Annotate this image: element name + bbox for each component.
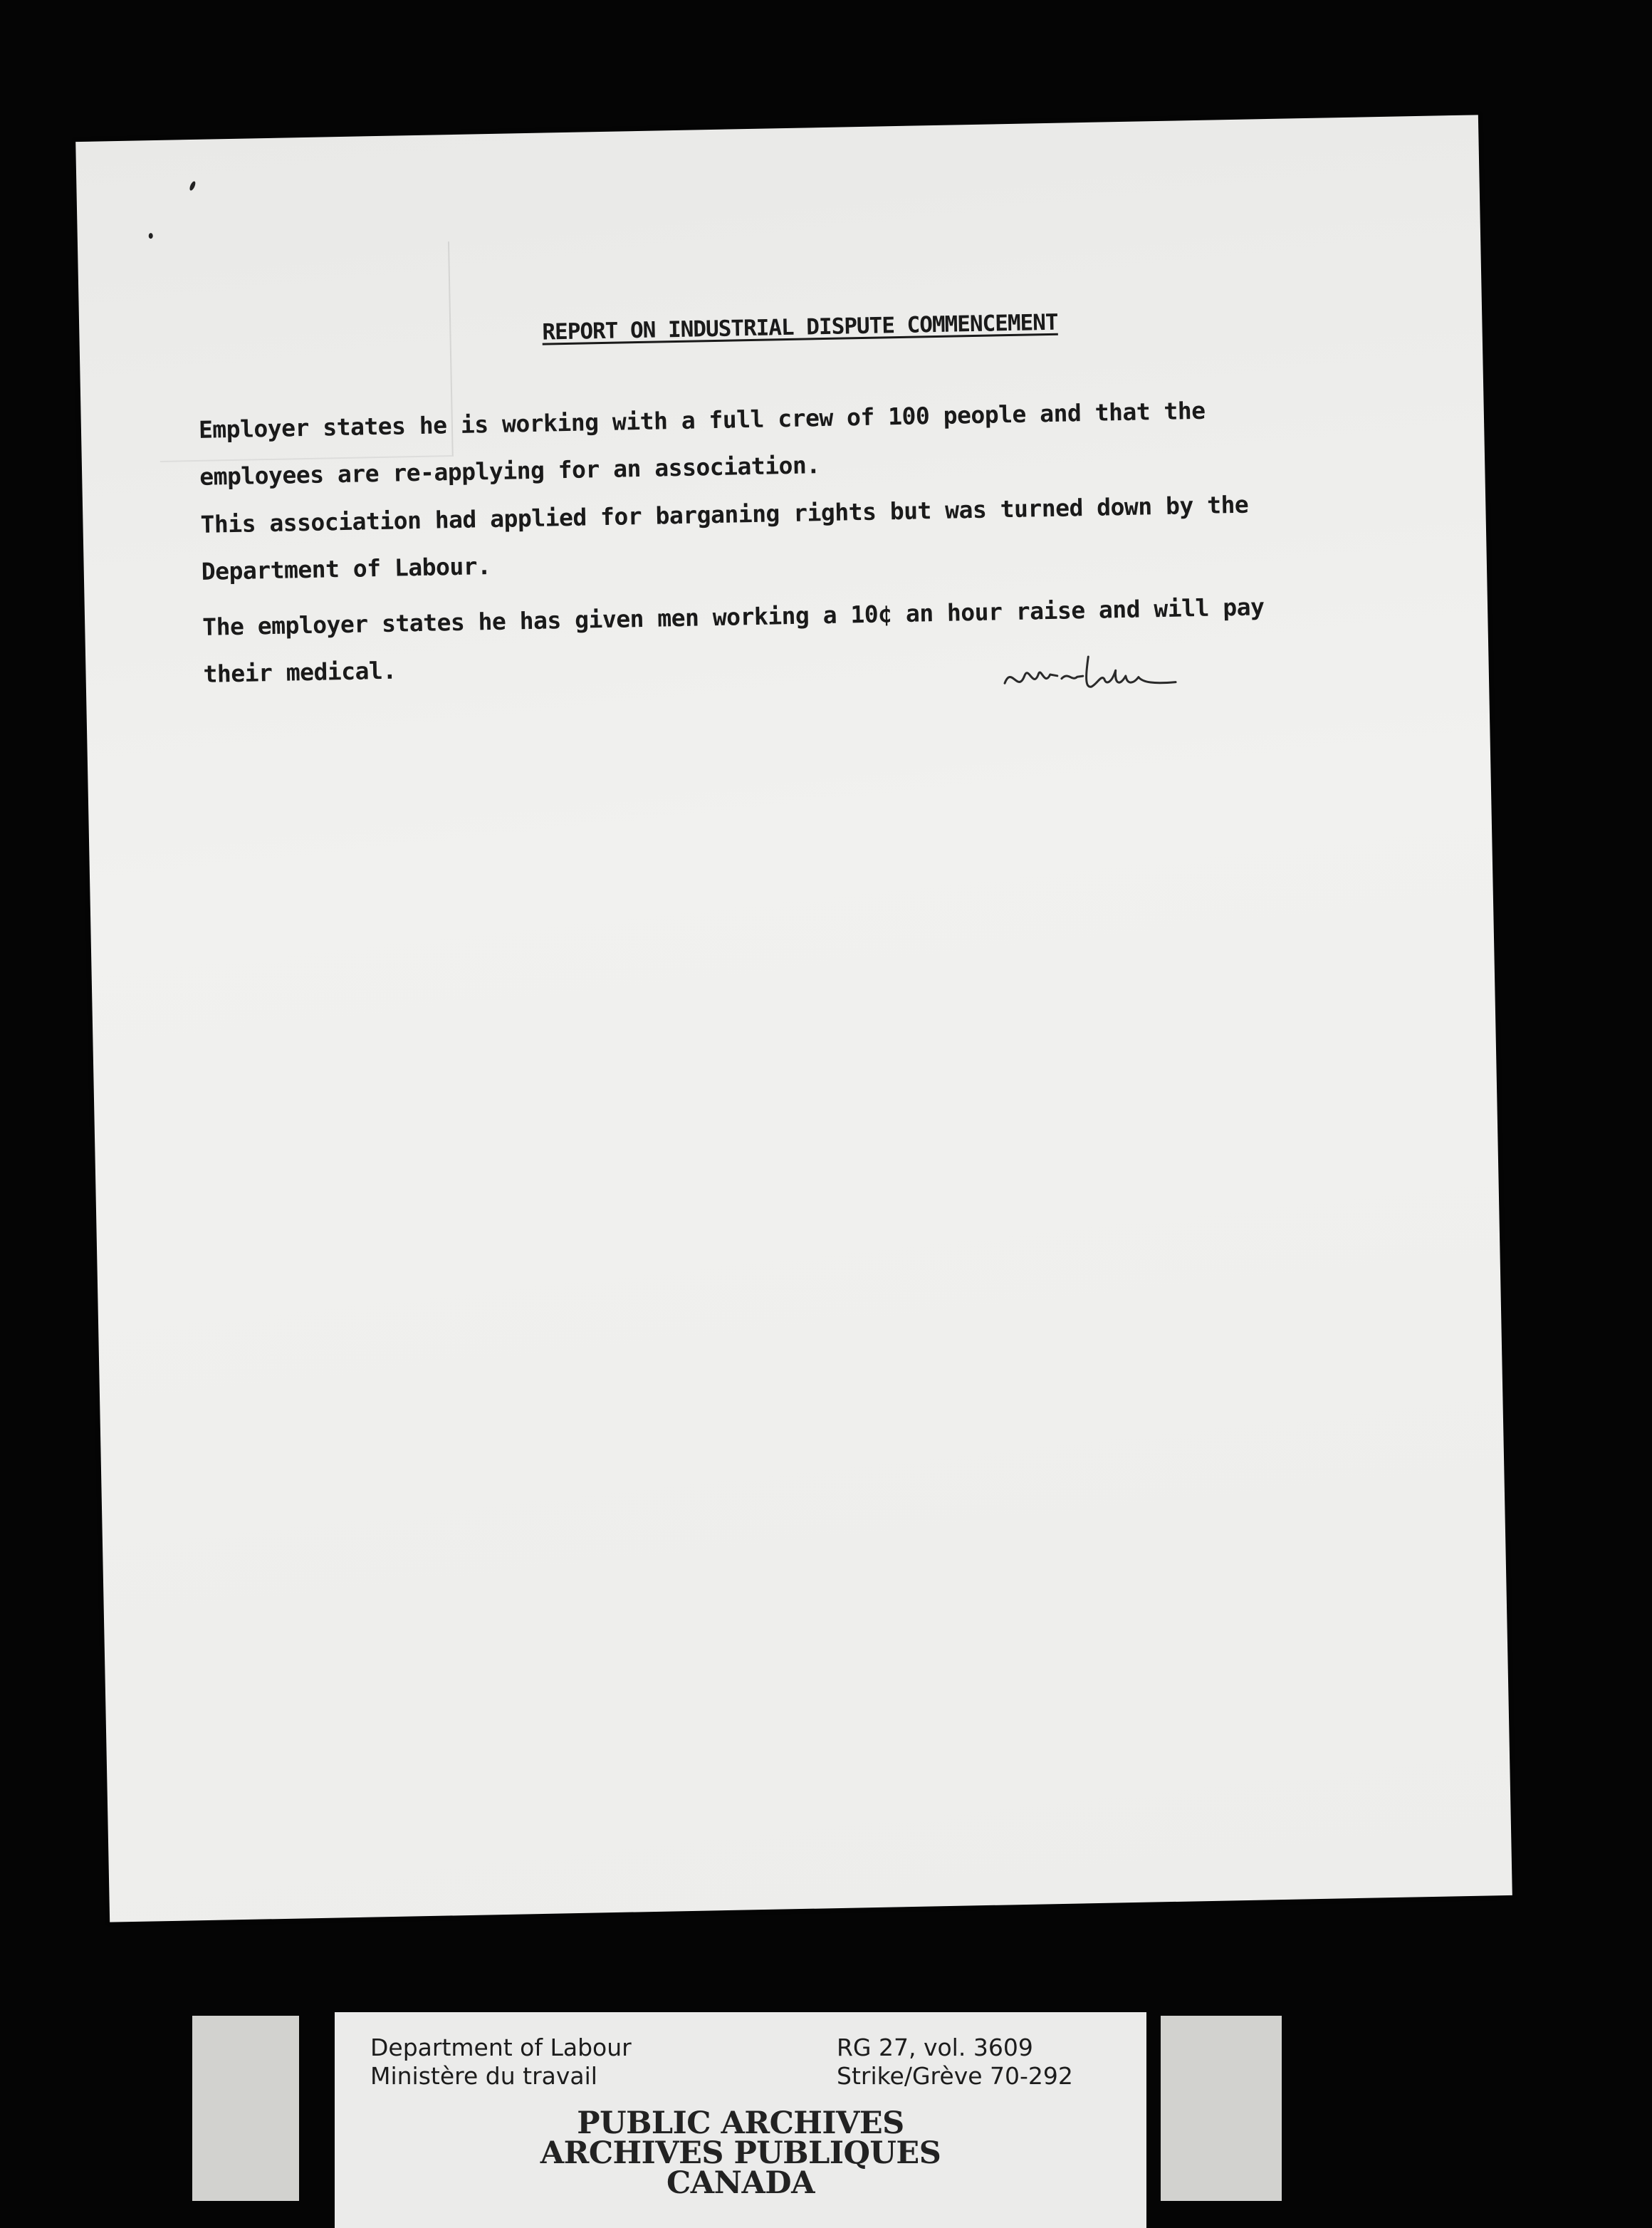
strike-reference: Strike/Grève 70-292 xyxy=(837,2062,1073,2090)
paragraph-employer-crew: Employer states he is working with a full crew of 100 people and that the employees are re-applying for an association. xyxy=(198,396,1206,491)
document-page xyxy=(75,115,1512,1922)
archives-stamp-line-2: ARCHIVES PUBLIQUES xyxy=(540,2135,941,2171)
label-right-tab xyxy=(1161,2016,1282,2201)
archive-label xyxy=(335,2012,1146,2228)
handwritten-signature xyxy=(997,640,1212,709)
ink-speck xyxy=(189,180,197,191)
department-french: Ministère du travail xyxy=(370,2062,597,2090)
report-title: REPORT ON INDUSTRIAL DISPUTE COMMENCEMENT xyxy=(542,309,1058,345)
archives-stamp-line-3: CANADA xyxy=(666,2165,815,2201)
label-left-tab xyxy=(192,2016,299,2201)
department-english: Department of Labour xyxy=(370,2034,632,2061)
ink-speck xyxy=(149,233,153,239)
archives-stamp-line-1: PUBLIC ARCHIVES xyxy=(577,2105,904,2141)
paragraph-association: This association had applied for barganing rights but was turned down by the Department of Labour. xyxy=(200,490,1249,585)
archive-label-strip xyxy=(192,2012,1282,2228)
record-group-volume: RG 27, vol. 3609 xyxy=(837,2034,1033,2061)
paragraph-raise: The employer states he has given men working a 10¢ an hour raise and will pay their medical. xyxy=(202,593,1265,688)
